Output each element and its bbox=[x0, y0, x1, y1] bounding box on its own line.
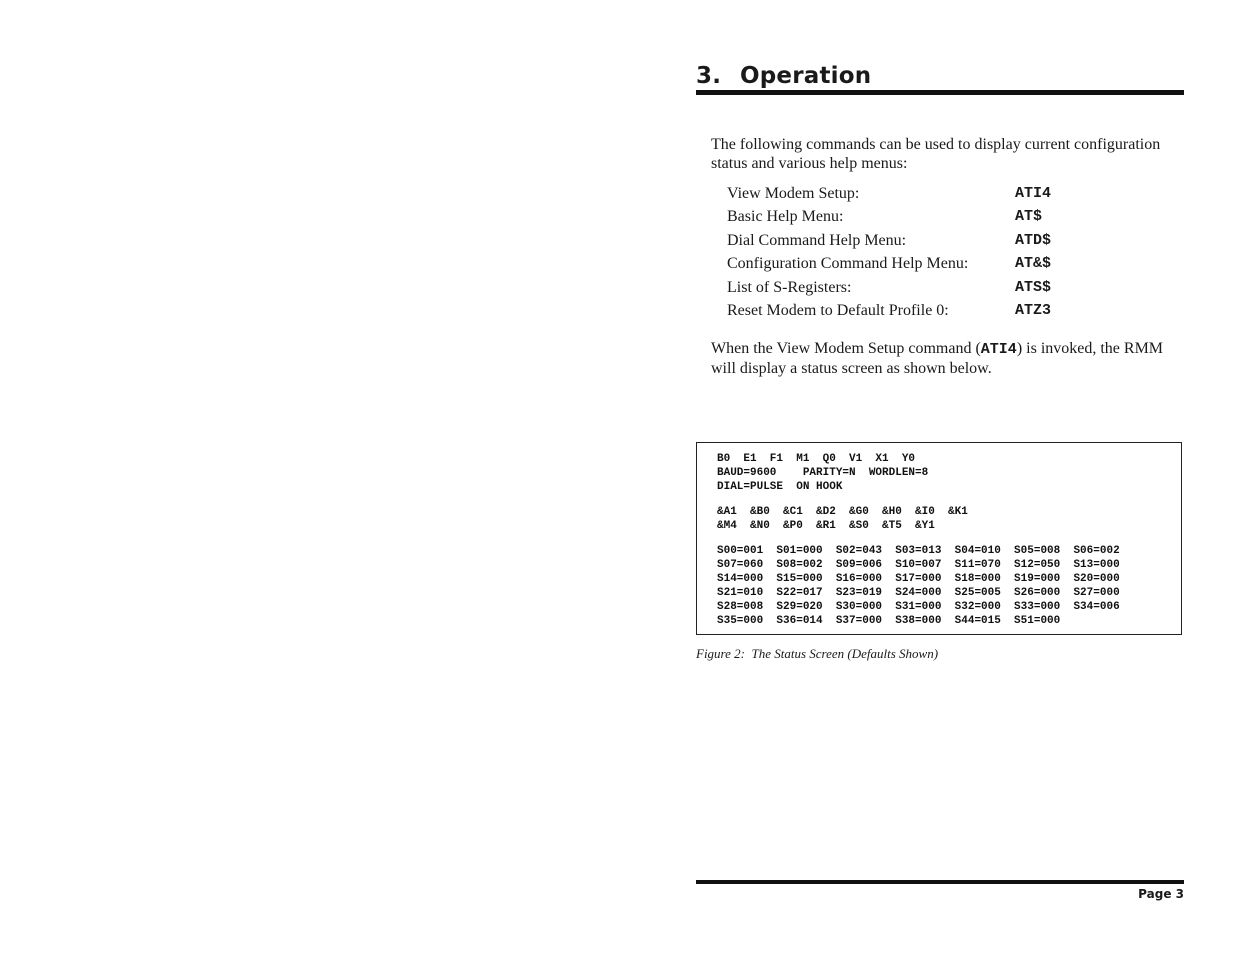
command-label: Configuration Command Help Menu: bbox=[727, 255, 969, 273]
command-code: ATS$ bbox=[1015, 278, 1052, 296]
inline-command-code: ATI4 bbox=[980, 341, 1017, 358]
intro-paragraph: The following commands can be used to display current configuration status and various help menus: bbox=[711, 136, 1161, 172]
footer-rule bbox=[696, 880, 1184, 884]
after-paragraph bbox=[711, 339, 1181, 378]
status-gap bbox=[717, 494, 1120, 505]
section-title: Operation bbox=[740, 63, 872, 89]
figure-caption: Figure 2: The Status Screen (Defaults Shown) bbox=[696, 646, 939, 661]
command-item bbox=[727, 254, 1087, 277]
section-number: 3. bbox=[696, 63, 722, 89]
status-line: S14=000 S15=000 S16=000 S17=000 S18=000 S19=000 S20=000 bbox=[717, 573, 1120, 585]
command-code: ATZ3 bbox=[1015, 301, 1052, 319]
command-item bbox=[727, 231, 1087, 254]
status-line: S07=060 S08=002 S09=006 S10=007 S11=070 S12=050 S13=000 bbox=[717, 559, 1120, 571]
section-heading bbox=[696, 62, 1184, 95]
command-code: ATD$ bbox=[1015, 231, 1052, 249]
after-text-end: ) is invoked, the RMM will display a status screen as shown below. bbox=[711, 340, 1164, 377]
command-code: ATI4 bbox=[1015, 185, 1052, 202]
command-label: View Modem Setup: bbox=[727, 185, 860, 202]
command-label: List of S-Registers: bbox=[727, 278, 852, 296]
status-line: S28=008 S29=020 S30=000 S31=000 S32=000 S33=000 S34=006 bbox=[717, 601, 1120, 613]
command-item bbox=[727, 207, 1087, 230]
command-label: Basic Help Menu: bbox=[727, 208, 844, 226]
command-item bbox=[727, 184, 1087, 207]
command-item bbox=[727, 278, 1087, 301]
status-line: DIAL=PULSE ON HOOK bbox=[717, 481, 843, 493]
status-line: S35=000 S36=014 S37=000 S38=000 S44=015 S51=000 bbox=[717, 615, 1061, 627]
after-text-start: When the View Modem Setup command ( bbox=[711, 340, 981, 357]
command-code: AT$ bbox=[1015, 208, 1043, 226]
command-list bbox=[727, 184, 1087, 324]
status-line: &A1 &B0 &C1 &D2 &G0 &H0 &I0 &K1 bbox=[717, 506, 968, 518]
command-label: Dial Command Help Menu: bbox=[727, 231, 907, 249]
command-item bbox=[727, 301, 1087, 324]
status-line: S21=010 S22=017 S23=019 S24=000 S25=005 S26=000 S27=000 bbox=[717, 587, 1120, 599]
command-label: Reset Modem to Default Profile 0: bbox=[727, 301, 949, 319]
status-gap bbox=[717, 533, 1120, 544]
status-screen-box bbox=[696, 442, 1182, 635]
command-code: AT&$ bbox=[1015, 255, 1052, 273]
page-number: Page 3 bbox=[1138, 887, 1184, 901]
status-screen-lines bbox=[717, 452, 1120, 628]
status-line: &M4 &N0 &P0 &R1 &S0 &T5 &Y1 bbox=[717, 520, 935, 532]
status-line: BAUD=9600 PARITY=N WORDLEN=8 bbox=[717, 467, 929, 479]
status-line: S00=001 S01=000 S02=043 S03=013 S04=010 S05=008 S06=002 bbox=[717, 545, 1120, 557]
status-line: B0 E1 F1 M1 Q0 V1 X1 Y0 bbox=[717, 453, 916, 465]
